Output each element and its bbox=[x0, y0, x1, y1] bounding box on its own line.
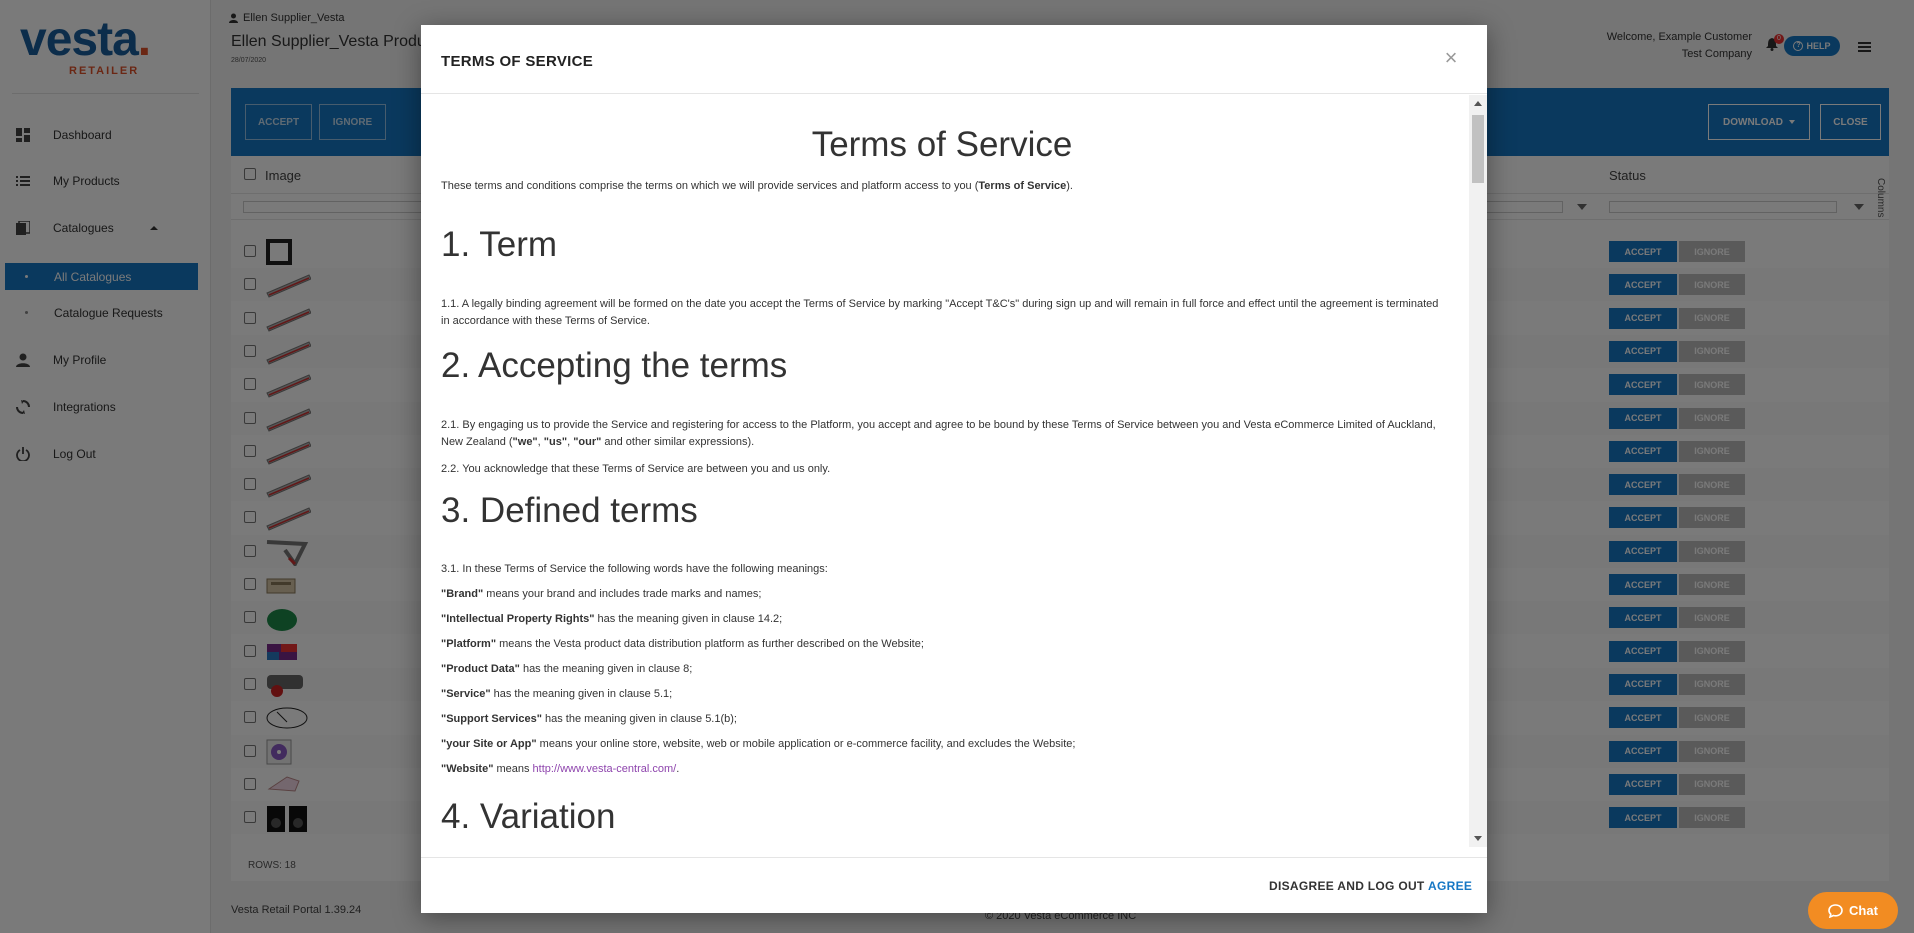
definition-item: "Service" has the meaning given in clause 5.1; bbox=[441, 688, 673, 700]
terms-of-service-dialog bbox=[421, 25, 1487, 913]
disagree-and-log-out-button[interactable]: DISAGREE AND LOG OUT bbox=[1269, 879, 1425, 893]
intro-paragraph: These terms and conditions comprise the terms on which we will provide services and platform access to you (Terms of Service). bbox=[441, 180, 1073, 192]
definition-item: "Brand" means your brand and includes trade marks and names; bbox=[441, 588, 762, 600]
definition-item: "your Site or App" means your online store, website, web or mobile application or e-commerce facility, and excludes the Website; bbox=[441, 738, 1076, 750]
section-heading-accepting: 2. Accepting the terms bbox=[441, 346, 788, 385]
dialog-scrollbar[interactable] bbox=[1469, 95, 1487, 847]
section-heading-variation: 4. Variation bbox=[441, 797, 616, 836]
section-heading-defined-terms: 3. Defined terms bbox=[441, 491, 698, 530]
paragraph-2-1: 2.1. By engaging us to provide the Service and registering for access to the Platform, you accept and agree to be bound by these Terms of Service between you and Vesta eCommerce Limited of Auckland, New Zealand ("we", "us", "our" and other similar expressions). bbox=[441, 419, 1436, 448]
paragraph-2-2: 2.2. You acknowledge that these Terms of Service are between you and us only. bbox=[441, 463, 831, 475]
paragraph-1-1: 1.1. A legally binding agreement will be formed on the date you accept the Terms of Service by marking "Accept T&C's" during sign up and will remain in full force and effect until the agreement is terminated in accordance with these Terms of Service. bbox=[441, 298, 1439, 327]
definition-item: "Product Data" has the meaning given in clause 8; bbox=[441, 663, 693, 675]
agree-button[interactable]: AGREE bbox=[1428, 879, 1473, 893]
definition-item-website: "Website" means http://www.vesta-central.com/. bbox=[441, 763, 680, 775]
definition-item: "Support Services" has the meaning given in clause 5.1(b); bbox=[441, 713, 737, 725]
dialog-title: TERMS OF SERVICE bbox=[441, 53, 594, 70]
definition-item: "Platform" means the Vesta product data distribution platform as further described on the Website; bbox=[441, 638, 924, 650]
scroll-up-icon[interactable] bbox=[1474, 101, 1482, 106]
paragraph-3-1: 3.1. In these Terms of Service the following words have the following meanings: bbox=[441, 563, 828, 575]
dialog-body[interactable] bbox=[421, 95, 1487, 847]
chat-bubble-icon bbox=[1828, 904, 1843, 918]
section-heading-term: 1. Term bbox=[441, 225, 558, 264]
dialog-footer bbox=[421, 857, 1487, 913]
close-icon[interactable]: × bbox=[1444, 45, 1458, 70]
scrollbar-thumb[interactable] bbox=[1472, 115, 1484, 183]
dialog-header bbox=[421, 25, 1487, 94]
scroll-down-icon[interactable] bbox=[1474, 836, 1482, 841]
chat-button[interactable]: Chat bbox=[1808, 892, 1898, 929]
definition-item: "Intellectual Property Rights" has the meaning given in clause 14.2; bbox=[441, 613, 783, 625]
website-link[interactable]: http://www.vesta-central.com/ bbox=[532, 763, 677, 775]
document-title: Terms of Service bbox=[811, 125, 1073, 164]
